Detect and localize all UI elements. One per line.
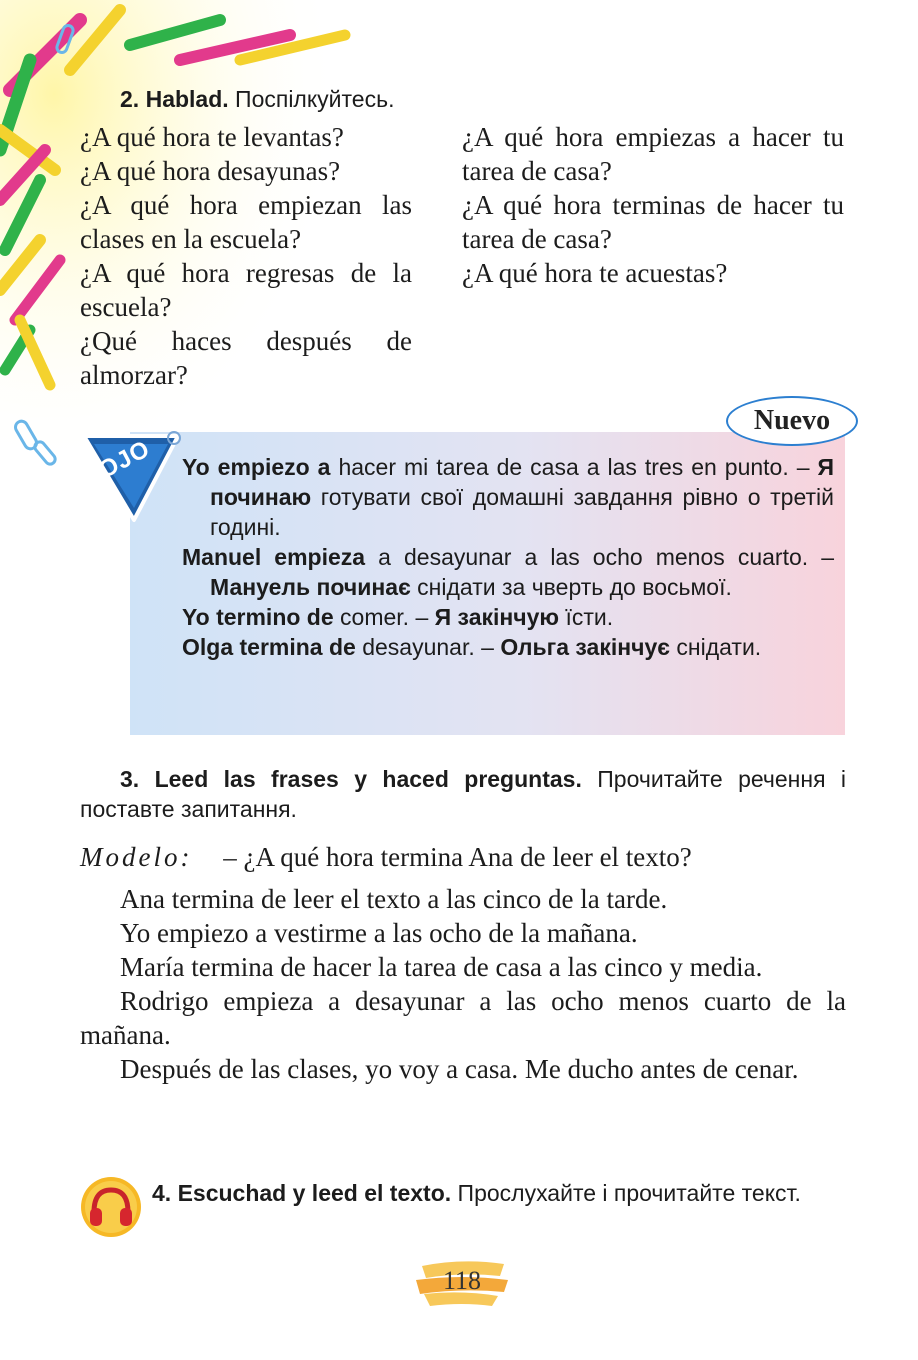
nuevo-badge: Nuevo [726, 396, 858, 446]
model-text: – ¿A qué hora termina Ana de leer el texto? [223, 842, 692, 872]
sentence-item: Después de las clases, yo voy a casa. Me ducho antes de cenar. [120, 1054, 799, 1084]
question-item: ¿A qué hora te acuestas? [462, 258, 728, 288]
ojo-example: Manuel empieza a desayunar a las ocho menos cuarto. – Мануель починає снідати за чверть до восьмої. [182, 544, 834, 600]
task-2-subtitle: Поспілкуйтесь. [235, 86, 395, 112]
question-item: ¿A qué hora te levantas? [80, 122, 344, 152]
sentence-item: Rodrigo empieza a desayunar a las ocho menos cuarto de la mañana. [80, 986, 846, 1050]
questions-left-column [80, 120, 412, 392]
question-item: ¿A qué hora empiezas a hacer tu tarea de casa? [462, 122, 844, 186]
task-4-subtitle: Прослухайте і прочитайте текст. [457, 1180, 801, 1206]
task-2-number: 2. [120, 86, 140, 112]
task-2-title: Hablad. [145, 86, 229, 112]
question-item: ¿A qué hora terminas de hacer tu tarea de casa? [462, 190, 844, 254]
model-line [80, 840, 846, 874]
task-3-title: Leed las frases y haced preguntas. [154, 766, 582, 792]
ojo-examples [182, 452, 834, 662]
task-4-number: 4. [152, 1180, 172, 1206]
questions-right-column [462, 120, 844, 290]
question-item: ¿A qué hora desayunas? [80, 156, 341, 186]
ojo-example: Olga termina de desayunar. – Ольга закінчує снідати. [182, 634, 762, 660]
question-item: ¿Qué haces después de almorzar? [80, 326, 412, 390]
sentence-item: Yo empiezo a vestirme a las ocho de la mañana. [120, 918, 638, 948]
question-item: ¿A qué hora empiezan las clases en la escuela? [80, 190, 412, 254]
ojo-example: Yo termino de comer. – Я закінчую їсти. [182, 604, 614, 630]
task-3-heading [80, 764, 846, 824]
task-4-title: Escuchad y leed el texto. [177, 1180, 452, 1206]
question-item: ¿A qué hora regresas de la escuela? [80, 258, 412, 322]
task-4-heading [152, 1178, 846, 1208]
sentence-item: María termina de hacer la tarea de casa a las cinco y media. [120, 952, 763, 982]
page-number: 118 [442, 1266, 482, 1295]
task-3-subtitle: Прочитайте речення і поставте запитання. [80, 766, 847, 822]
task-3-number: 3. [120, 766, 140, 792]
headphones-icon[interactable] [80, 1176, 142, 1238]
model-label: Modelo: [80, 842, 193, 872]
sentence-item: Ana termina de leer el texto a las cinco de la tarde. [120, 884, 668, 914]
task-2-heading [120, 84, 820, 114]
task-3-sentences [80, 882, 846, 1086]
ojo-example: Yo empiezo a hacer mi tarea de casa a las tres en punto. – Я починаю готувати свої домашні завдання рівно о третій годині. [182, 454, 835, 540]
ojo-label: OJO [94, 435, 155, 485]
